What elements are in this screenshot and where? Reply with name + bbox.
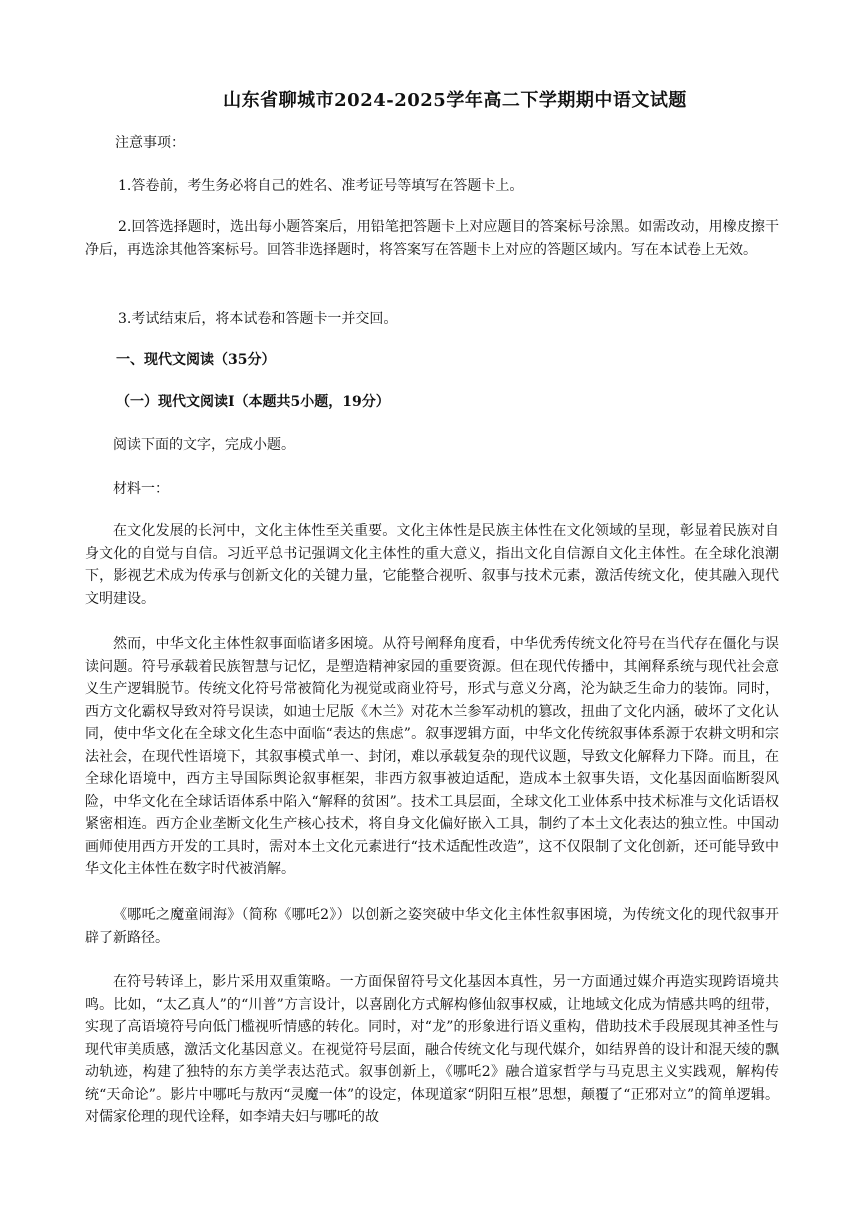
notice-item-3: 3.考试结束后，将本试卷和答题卡一并交回。	[118, 311, 398, 327]
material-paragraph-3: 《哪吒之魔童闹海》（简称《哪吒2》）以创新之姿突破中华文化主体性叙事困境，为传统文化的现代叙事开辟了新路径。	[85, 907, 779, 946]
notice-item-1: 1.答卷前，考生务必将自己的姓名、准考证号等填写在答题卡上。	[118, 178, 524, 194]
subsection-heading-1: （一）现代文阅读Ⅰ（本题共5小题，19分）	[116, 394, 390, 410]
material-paragraph-1: 在文化发展的长河中，文化主体性至关重要。文化主体性是民族主体性在文化领域的呈现，彰显着民族对自身文化的自觉与自信。习近平总书记强调文化主体性的重大意义，指出文化自信源自文化主体性。在全球化浪潮下，影视艺术成为传承与创新文化的关键力量，它能整合视听、叙事与技术元素，激活传统文化，使其融入现代文明建设。	[85, 523, 779, 607]
section-heading-1: 一、现代文阅读（35分）	[116, 352, 276, 368]
notice-heading: 注意事项：	[115, 135, 185, 151]
notice-item-2: 2.回答选择题时，选出每小题答案后，用铅笔把答题卡上对应题目的答案标号涂黑。如需改动，用橡皮擦干净后，再选涂其他答案标号。回答非选择题时，将答案写在答题卡上对应的答题区域内。写在本试卷上无效。	[85, 219, 779, 258]
material-paragraph-2: 然而，中华文化主体性叙事面临诸多困境。从符号阐释角度看，中华优秀传统文化符号在当代存在僵化与误读问题。符号承载着民族智慧与记忆，是塑造精神家园的重要资源。但在现代传播中，其阐释系统与现代社会意义生产逻辑脱节。传统文化符号常被简化为视觉或商业符号，形式与意义分离，沦为缺乏生命力的装饰。同时，西方文化霸权导致对符号误读，如迪士尼版《木兰》对花木兰参军动机的篡改，扭曲了文化内涵，破坏了文化认同，使中华文化在全球文化生态中面临“表达的焦虑”。叙事逻辑方面，中华文化传统叙事体系源于农耕文明和宗法社会，在现代性语境下，其叙事模式单一、封闭，难以承载复杂的现代议题，导致文化解释力下降。而且，在全球化语境中，西方主导国际舆论叙事框架，非西方叙事被迫适配，造成本土叙事失语，文化基因面临断裂风险，中华文化在全球话语体系中陷入“解释的贫困”。技术工具层面，全球文化工业体系中技术标准与文化话语权紧密相连。西方企业垄断文化生产核心技术，将自身文化偏好嵌入工具，制约了本土文化表达的独立性。中国动画师使用西方开发的工具时，需对本土文化元素进行“技术适配性改造”，这不仅限制了文化创新，还可能导致中华文化主体性在数字时代被消解。	[85, 636, 779, 877]
page-title: 山东省聊城市2024-2025学年高二下学期期中语文试题	[223, 90, 687, 111]
material-label: 材料一：	[113, 481, 169, 497]
reading-instruction: 阅读下面的文字，完成小题。	[113, 437, 295, 453]
material-paragraph-4: 在符号转译上，影片采用双重策略。一方面保留符号文化基因本真性，另一方面通过媒介再造实现跨语境共鸣。比如，“太乙真人”的“川普”方言设计，以喜剧化方式解构修仙叙事权威，让地域文化成为情感共鸣的纽带，实现了高语境符号向低门槛视听情感的转化。同时，对“龙”的形象进行语义重构，借助技术手段展现其神圣性与现代审美质感，激活文化基因意义。在视觉符号层面，融合传统文化与现代媒介，如结界兽的设计和混天绫的飘动轨迹，构建了独特的东方美学表达范式。叙事创新上，《哪吒2》融合道家哲学与马克思主义实践观，解构传统“天命论”。影片中哪吒与敖丙“灵魔一体”的设定，体现道家“阴阳互根”思想，颠覆了“正邪对立”的简单逻辑。对儒家伦理的现代诠释，如李靖夫妇与哪吒的故	[85, 974, 779, 1125]
